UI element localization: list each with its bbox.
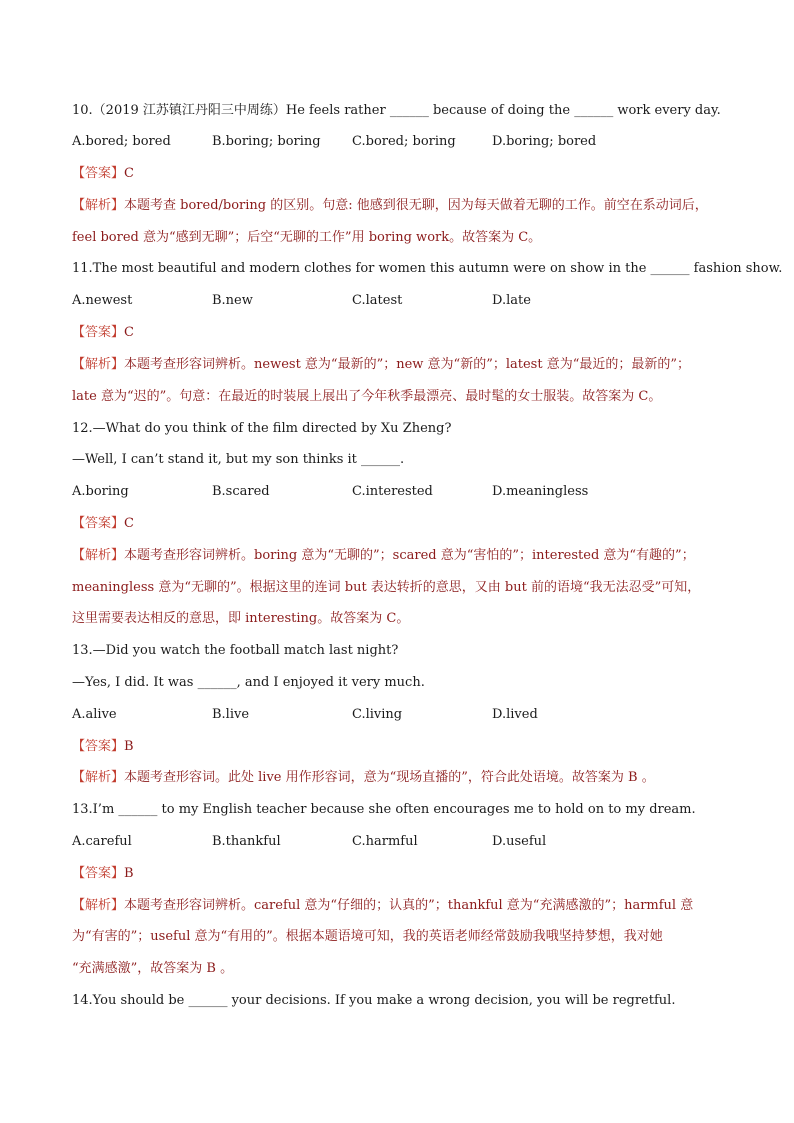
question-10-analysis-line: feel bored 意为“感到无聊”；后空“无聊的工作”用 boring work。故答案为 C。 — [72, 230, 542, 245]
option-d: D.useful — [492, 834, 547, 849]
option-b: B.thankful — [212, 834, 281, 849]
analysis-text: 本题考查形容词辨析。careful 意为“仔细的；认真的”；thankful 意为“充满感激的”；harmful 意 — [124, 898, 694, 913]
question-10-answer — [72, 165, 734, 183]
analysis-label: 【解析】 — [72, 198, 125, 213]
answer-label: 【答案】 — [72, 325, 125, 340]
question-11-analysis-line: late 意为“迟的”。句意：在最近的时装展上展出了今年秋季最漂亮、最时髦的女士服装。故答案为 C。 — [72, 389, 662, 404]
question-13b-analysis-line: 为“有害的”；useful 意为“有用的”。根据本题语境可知，我的英语老师经常鼓励我哦坚持梦想，我对她 — [72, 929, 663, 944]
analysis-label: 【解析】 — [72, 548, 125, 563]
option-b: B.live — [212, 707, 250, 722]
question-13-stem: —Yes, I did. It was ______, and I enjoyed it very much. — [72, 675, 425, 690]
question-12-stem: —Well, I can’t stand it, but my son thinks it ______. — [72, 452, 405, 467]
option-b: B.new — [212, 293, 253, 308]
analysis-label: 【解析】 — [72, 898, 125, 913]
option-c: C.interested — [352, 484, 433, 499]
question-13b-answer — [72, 865, 734, 883]
option-d: D.late — [492, 293, 531, 308]
option-c: C.harmful — [352, 834, 418, 849]
question-12-analysis-line: 这里需要表达相反的意思，即 interesting。故答案为 C。 — [72, 611, 410, 626]
option-a: A.boring — [72, 484, 129, 499]
question-14-stem: 14.You should be ______ your decisions. If you make a wrong decision, you will be regretful. — [72, 993, 676, 1008]
question-11-analysis-line — [72, 356, 734, 374]
question-10-stem: 10.（2019 江苏镇江丹阳三中周练）He feels rather ______ because of doing the ______ work every day. — [72, 103, 721, 118]
answer-label: 【答案】 — [72, 166, 125, 181]
analysis-text: 本题考查形容词辨析。newest 意为“最新的”；new 意为“新的”；latest 意为“最近的；最新的”； — [124, 357, 690, 372]
option-b: B.boring; boring — [212, 134, 321, 149]
answer-label: 【答案】 — [72, 516, 125, 531]
answer-value: C — [124, 325, 134, 340]
option-c: C.living — [352, 707, 403, 722]
option-d: D.meaningless — [492, 484, 589, 499]
question-12-analysis-line: meaningless 意为“无聊的”。根据这里的连词 but 表达转折的意思，又由 but 前的语境“我无法忍受”可知， — [72, 580, 701, 595]
question-13-answer — [72, 738, 734, 756]
question-13b-analysis-line — [72, 897, 734, 915]
option-c: C.bored; boring — [352, 134, 456, 149]
question-12-stem: 12.—What do you think of the film directed by Xu Zheng? — [72, 421, 452, 436]
answer-label: 【答案】 — [72, 866, 125, 881]
answer-value: C — [124, 516, 134, 531]
answer-value: B — [124, 866, 134, 881]
answer-value: C — [124, 166, 134, 181]
analysis-label: 【解析】 — [72, 357, 125, 372]
option-b: B.scared — [212, 484, 270, 499]
question-13-analysis-line — [72, 769, 734, 787]
question-11-answer — [72, 324, 734, 342]
answer-value: B — [124, 739, 134, 754]
question-12-answer — [72, 515, 734, 533]
question-10-analysis-line — [72, 197, 734, 215]
option-a: A.newest — [72, 293, 133, 308]
analysis-text: 本题考查 bored/boring 的区别。句意: 他感到很无聊，因为每天做着无聊的工作。前空在系动词后， — [124, 198, 708, 213]
answer-label: 【答案】 — [72, 739, 125, 754]
option-a: A.alive — [72, 707, 117, 722]
option-c: C.latest — [352, 293, 403, 308]
question-13b-stem: 13.I’m ______ to my English teacher because she often encourages me to hold on to my dream. — [72, 802, 696, 817]
option-d: D.boring; bored — [492, 134, 597, 149]
option-d: D.lived — [492, 707, 538, 722]
option-a: A.bored; bored — [72, 134, 171, 149]
question-13-stem: 13.—Did you watch the football match last night? — [72, 643, 399, 658]
question-11-stem: 11.The most beautiful and modern clothes for women this autumn were on show in the ______ fashion show. — [72, 261, 783, 276]
question-12-analysis-line — [72, 547, 734, 565]
analysis-text: 本题考查形容词。此处 live 用作形容词，意为“现场直播的”，符合此处语境。故答案为 B 。 — [124, 770, 655, 785]
analysis-label: 【解析】 — [72, 770, 125, 785]
analysis-text: 本题考查形容词辨析。boring 意为“无聊的”；scared 意为“害怕的”；interested 意为“有趣的”； — [124, 548, 695, 563]
question-13b-analysis-line: “充满感激”，故答案为 B 。 — [72, 961, 234, 976]
option-a: A.careful — [72, 834, 132, 849]
